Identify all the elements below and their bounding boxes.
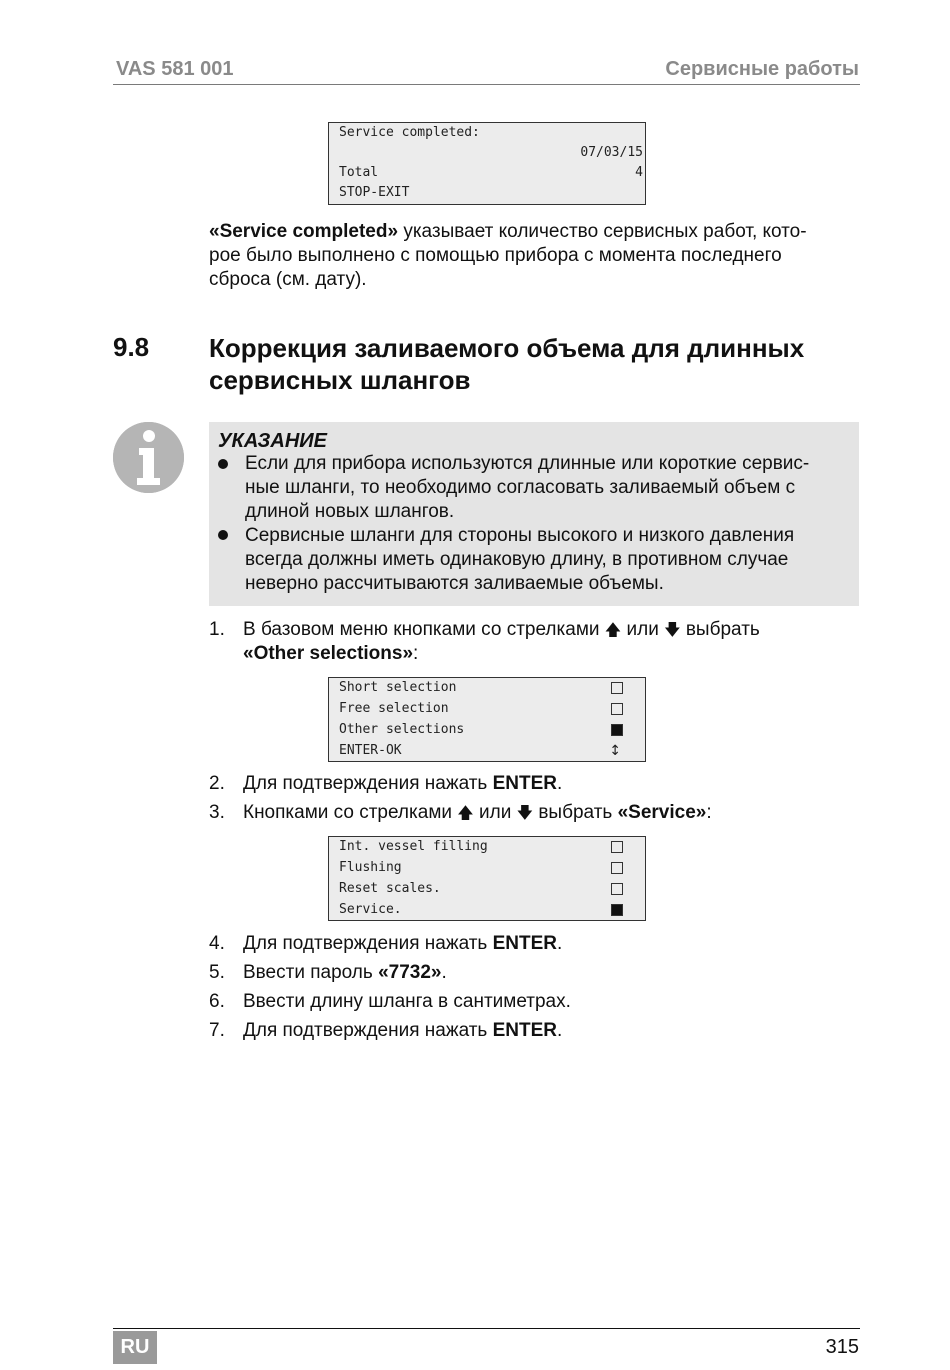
lcd-other-selections-menu — [328, 836, 646, 921]
step-text: Для подтверждения нажать ENTER. — [243, 1020, 563, 1041]
step-number: 5. — [209, 962, 225, 983]
arrow-down-icon: 🡇 — [516, 803, 534, 822]
lcd-row: Flushing — [339, 858, 643, 878]
note-bullet: Сервисные шланги для стороны высокого и низкого давления всегда должны иметь одинаковую длину, в противном случае неверно рассчитываются заливаемые объемы. — [245, 525, 795, 594]
footer-rule — [113, 1328, 860, 1329]
checkbox-checked-icon — [611, 904, 623, 916]
lcd-row: Other selections — [339, 720, 643, 740]
note-bullet: Если для прибора используются длинные или короткие сервис- ные шланги, то необходимо согласовать заливаемый объем с длиной новых шлангов. — [245, 453, 810, 522]
step-text: Кнопками со стрелками 🡅 или 🡇 выбрать «Service»: — [243, 802, 712, 823]
note-label: УКАЗАНИЕ — [218, 430, 327, 452]
lcd-total: 4 — [635, 165, 643, 180]
step-text: В базовом меню кнопками со стрелками 🡅 или 🡇 выбрать «Other selections»: — [243, 619, 760, 664]
step-number: 1. — [209, 619, 225, 640]
lcd-row: STOP-EXIT — [339, 185, 410, 200]
lcd-row — [339, 143, 643, 163]
header-chapter: Сервисные работы — [665, 58, 859, 80]
info-icon — [113, 422, 184, 493]
service-completed-paragraph: «Service completed» указывает количество сервисных работ, кото- рое было выполнено с помощью прибора с момента последнего сброса (см. дату). — [209, 221, 807, 290]
checkbox-icon — [611, 862, 623, 874]
section-title: Коррекция заливаемого объема для длинных сервисных шлангов — [209, 333, 805, 395]
lcd-row: Int. vessel filling — [339, 837, 643, 857]
lcd-date: 07/03/15 — [580, 145, 643, 160]
lcd-basic-menu — [328, 677, 646, 762]
step-text: Ввести пароль «7732». — [243, 962, 447, 983]
checkbox-icon — [611, 703, 623, 715]
checkbox-icon — [611, 841, 623, 853]
arrow-up-icon: 🡅 — [457, 803, 474, 822]
lcd-row: Free selection — [339, 699, 643, 719]
step-number: 2. — [209, 773, 225, 794]
page-number: 315 — [825, 1336, 859, 1358]
lcd-row: Short selection — [339, 678, 643, 698]
lcd-service-completed — [328, 122, 646, 205]
checkbox-checked-icon — [611, 724, 623, 736]
step-number: 3. — [209, 802, 225, 823]
language-badge: RU — [113, 1331, 157, 1364]
bullet-dot — [218, 530, 228, 540]
step-text: Для подтверждения нажать ENTER. — [243, 773, 563, 794]
checkbox-icon — [611, 682, 623, 694]
lcd-row: Service completed: — [339, 125, 480, 140]
section-number: 9.8 — [113, 332, 150, 362]
step-text: Ввести длину шланга в сантиметрах. — [243, 991, 571, 1012]
step-text: Для подтверждения нажать ENTER. — [243, 933, 563, 954]
lcd-row: ENTER-OK ↕ — [339, 743, 621, 759]
step-number: 7. — [209, 1020, 225, 1041]
up-down-arrow-icon: ↕ — [609, 743, 621, 759]
header-doc-id: VAS 581 001 — [116, 58, 234, 80]
lcd-row: Total 4 — [339, 163, 643, 183]
arrow-up-icon: 🡅 — [604, 620, 622, 639]
checkbox-icon — [611, 883, 623, 895]
header-rule — [113, 84, 860, 85]
step-number: 6. — [209, 991, 225, 1012]
lcd-row: Service. — [339, 900, 643, 920]
lcd-row: Reset scales. — [339, 879, 643, 899]
step-number: 4. — [209, 933, 225, 954]
bullet-dot — [218, 459, 228, 469]
arrow-down-icon: 🡇 — [664, 620, 681, 639]
